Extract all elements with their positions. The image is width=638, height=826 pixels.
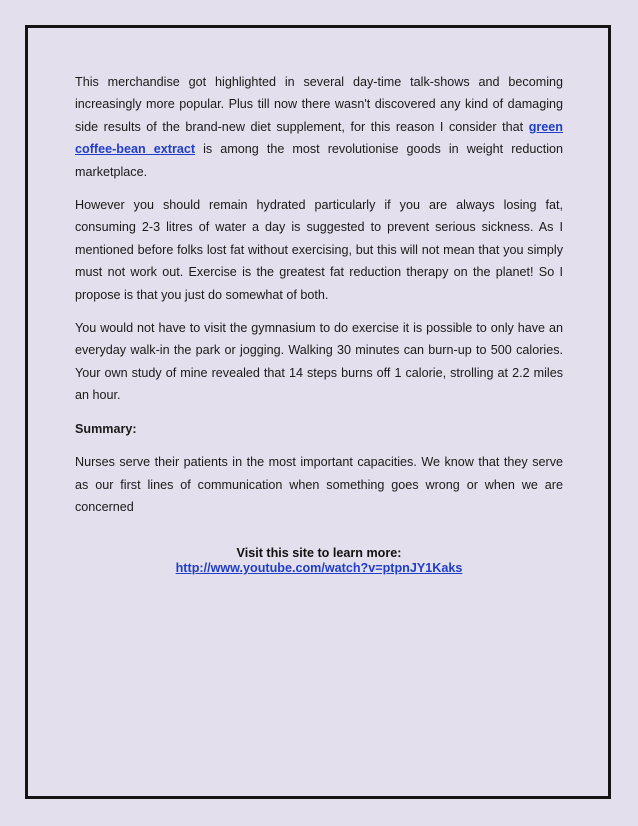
summary-heading: Summary: [75, 421, 137, 436]
paragraph-4: Nurses serve their patients in the most important capacities. We know that they serve as our first lines of communication when something goes wrong or when we are concerned [75, 455, 563, 514]
paragraph-1-text-end: is among the most revolutionise goods in weight reduction marketplace. [75, 142, 564, 179]
document-body [75, 71, 563, 518]
youtube-link[interactable]: http://www.youtube.com/watch?v=ptpnJY1Kaks [175, 561, 463, 575]
paragraph-2: However you should remain hydrated particularly if you are always losing fat, consuming 2-3 litres of water a day is suggested to prevent serious sickness. As I mentioned before folks lost fat without exercising, but this will not mean that you simply must not work out. Exercise is the greatest fat reduction therapy on the planet! So I propose is that you just do somewhat of both. [75, 198, 563, 302]
paragraph-3: You would not have to visit the gymnasium to do exercise it is possible to only have an everyday walk-in the park or jogging. Walking 30 minutes can burn-up to 500 calories. Your own study of mine revealed that 14 steps burns off 1 calorie, strolling at 2.2 miles an hour. [75, 321, 563, 403]
footer-cta [75, 546, 563, 576]
paragraph-1-text-start: This merchandise got highlighted in several day-time talk-shows and becoming increasingly more popular. Plus till now there wasn't discovered any kind of damaging side results of the brand-new diet supplement, for this reason I consider that [75, 75, 563, 134]
green-coffee-bean-extract-link[interactable]: green coffee-bean extract [75, 119, 563, 157]
footer-label: Visit this site to learn more: [236, 546, 402, 560]
paragraph-1 [75, 71, 563, 183]
